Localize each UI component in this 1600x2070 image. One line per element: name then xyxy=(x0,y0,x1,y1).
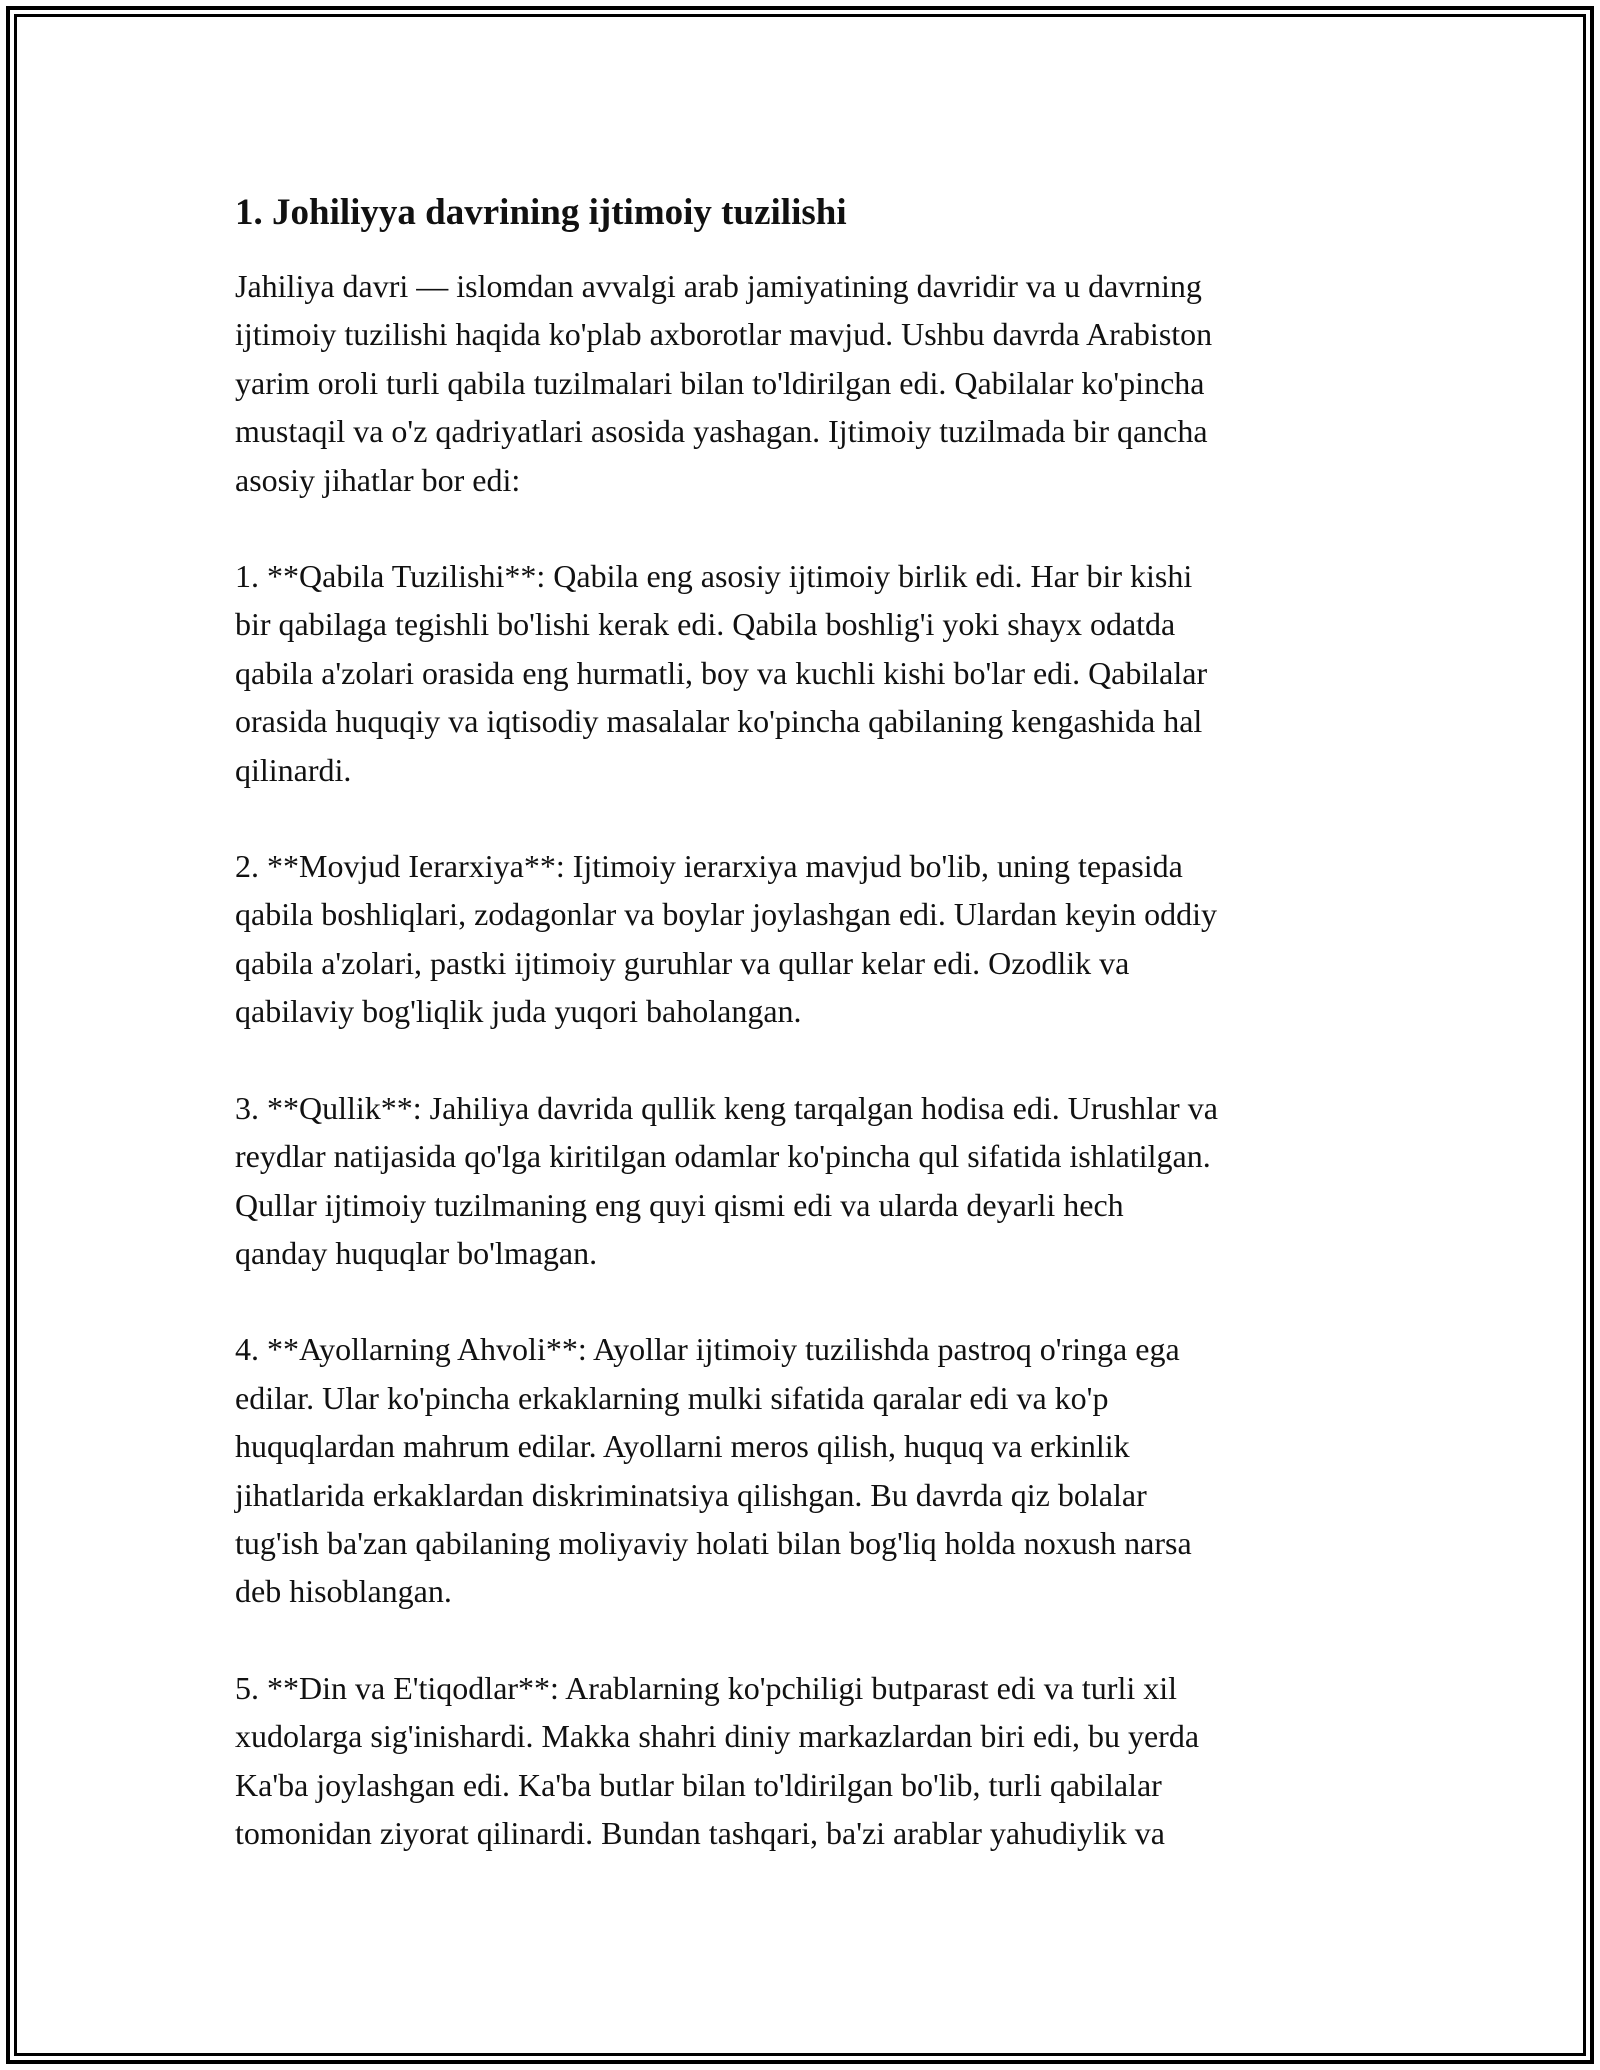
section-heading: 1. Johiliyya davrining ijtimoiy tuzilishi xyxy=(235,192,847,233)
document-body xyxy=(235,188,1375,1857)
intro-paragraph: Jahiliya davri — islomdan avvalgi arab jamiyatining davridir va u davrning ijtimoiy tuzilishi haqida ko'plab axborotlar mavjud. Ushbu davrda Arabiston yarim oroli turli qabila tuzilmalari bilan to'ldirilgan edi. Qabilalar ko'pincha mustaqil va o'z qadriyatlari asosida yashagan. Ijtimoiy tuzilmada bir qancha asosiy jihatlar bor edi: xyxy=(235,268,1213,498)
list-item-din-va-etiqodlar: 5. **Din va E'tiqodlar**: Arablarning ko'pchiligi butparast edi va turli xil xudolarga sig'inishardi. Makka shahri diniy markazlardan biri edi, bu yerda Ka'ba joylashgan edi. Ka'ba butlar bilan to'ldirilgan bo'lib, turli qabilalar tomonidan ziyorat qilinardi. Bundan tashqari, ba'zi arablar yahudiylik va xyxy=(235,1669,1200,1851)
list-item-movjud-ierarxiya: 2. **Movjud Ierarxiya**: Ijtimoiy ierarxiya mavjud bo'lib, uning tepasida qabila boshliqlari, zodagonlar va boylar joylashgan edi. Ulardan keyin oddiy qabila a'zolari, pastki ijtimoiy guruhlar va qullar kelar edi. Ozodlik va qabilaviy bog'liqlik juda yuqori baholangan. xyxy=(235,848,1217,1030)
list-item-ayollarning-ahvoli: 4. **Ayollarning Ahvoli**: Ayollar ijtimoiy tuzilishda pastroq o'ringa ega edilar. Ular ko'pincha erkaklarning mulki sifatida qaralar edi va ko'p huquqlardan mahrum edilar. Ayollarni meros qilish, huquq va erkinlik jihatlarida erkaklardan diskriminatsiya qilishgan. Bu davrda qiz bolalar tug'ish ba'zan qabilaning moliyaviy holati bilan bog'liq holda noxush narsa deb hisoblangan. xyxy=(235,1331,1192,1610)
list-item-qabila-tuzilishi: 1. **Qabila Tuzilishi**: Qabila eng asosiy ijtimoiy birlik edi. Har bir kishi bir qabilaga tegishli bo'lishi kerak edi. Qabila boshlig'i yoki shayx odatda qabila a'zolari orasida eng hurmatli, boy va kuchli kishi bo'lar edi. Qabilalar orasida huquqiy va iqtisodiy masalalar ko'pincha qabilaning kengashida hal qilinardi. xyxy=(235,558,1208,788)
list-item-qullik: 3. **Qullik**: Jahiliya davrida qullik keng tarqalgan hodisa edi. Urushlar va reydlar natijasida qo'lga kiritilgan odamlar ko'pincha qul sifatida ishlatilgan. Qullar ijtimoiy tuzilmaning eng quyi qismi edi va ularda deyarli hech qanday huquqlar bo'lmagan. xyxy=(235,1089,1218,1271)
